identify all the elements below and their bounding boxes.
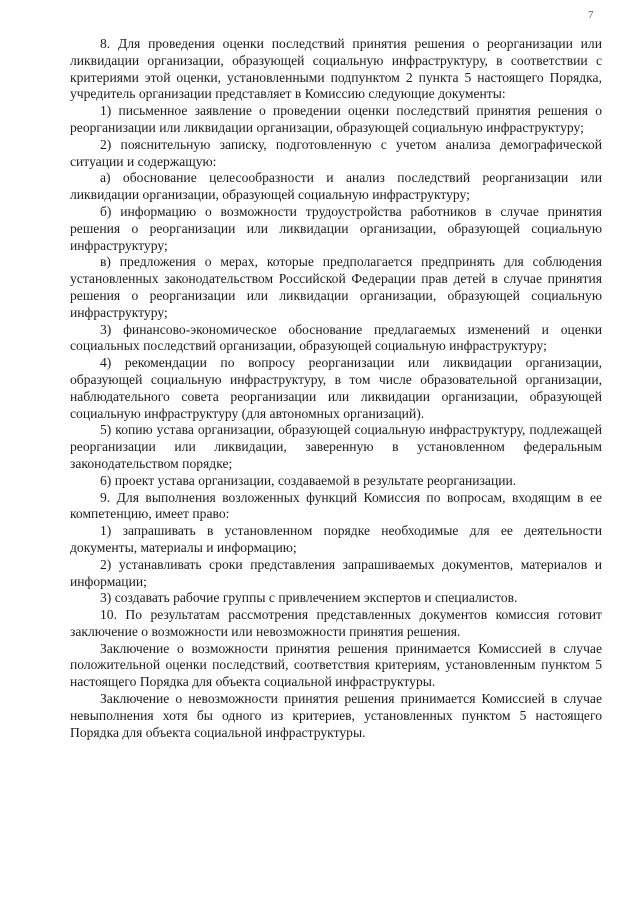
list-item-2b: б) информацию о возможности трудоустройства работников в случае принятия решения о реорганизации или ликвидации организации, образующей социальную инфраструктуру;	[70, 203, 602, 253]
list-item-4: 4) рекомендации по вопросу реорганизации или ликвидации организации, образующей социальную инфраструктуру, в том числе образовательной организации, наблюдательного совета реорганизации или ликвидации организации, образующей социальную инфраструктуру (для автономных организаций).	[70, 355, 602, 421]
rights-item-3: 3) создавать рабочие группы с привлечением экспертов и специалистов.	[100, 590, 518, 606]
rights-item-1: 1) запрашивать в установленном порядке необходимые для ее деятельности документы, материалы и информацию;	[70, 523, 602, 555]
positive-conclusion-paragraph: Заключение о возможности принятия решения принимается Комиссией в случае положительной оценки последствий, соответствия критериям, установленным пунктом 5 настоящего Порядка для объекта социальной инфраструктуры.	[70, 640, 602, 690]
negative-conclusion-paragraph: Заключение о невозможности принятия решения принимается Комиссией в случае невыполнения хотя бы одного из критериев, установленных пунктом 5 настоящего Порядка для объекта социальной инфраструктуры.	[70, 691, 602, 740]
paragraph-10: 10. По результатам рассмотрения представленных документов комиссия готовит заключение о возможности или невозможности принятия решения.	[70, 607, 602, 639]
paragraph-8: 8. Для проведения оценки последствий принятия решения о реорганизации или ликвидации организации, образующей социальную инфраструктуру, в соответствии с критериями этой оценки, установленными подпунктом 2 пункта 5 настоящего Порядка, учредитель организации представляет в Комиссию следующие документы:	[70, 36, 602, 102]
paragraph-9: 9. Для выполнения возложенных функций Комиссия по вопросам, входящим в ее компетенцию, имеет право:	[70, 489, 602, 522]
document-body	[70, 36, 602, 741]
list-item-6: 6) проект устава организации, создаваемой в результате реорганизации.	[100, 472, 517, 488]
list-item-1: 1) письменное заявление о проведении оценки последствий принятия решения о реорганизации или ликвидации организации, образующей социальную инфраструктуру;	[70, 103, 602, 135]
list-item-2a: а) обоснование целесообразности и анализ последствий реорганизации или ликвидации организации, образующей социальную инфраструктуру;	[70, 170, 602, 203]
rights-item-2: 2) устанавливать сроки представления запрашиваемых документов, материалов и информации;	[70, 556, 602, 589]
list-item-5: 5) копию устава организации, образующей социальную инфраструктуру, подлежащей реорганизации или ликвидации, заверенную в установленном федеральным законодательством порядке;	[70, 422, 602, 471]
list-item-2c: в) предложения о мерах, которые предполагается предпринять для соблюдения установленных законодательством Российской Федерации прав детей в случае принятия решения о реорганизации или ликвидации организации, образующей социальную инфраструктуру;	[70, 254, 602, 320]
list-item-3: 3) финансово-экономическое обоснование предлагаемых изменений и оценки социальных последствий организации, образующей социальную инфраструктуру;	[70, 321, 602, 354]
list-item-2: 2) пояснительную записку, подготовленную с учетом анализа демографической ситуации и содержащую:	[70, 136, 602, 169]
page-number: 7	[588, 9, 594, 21]
